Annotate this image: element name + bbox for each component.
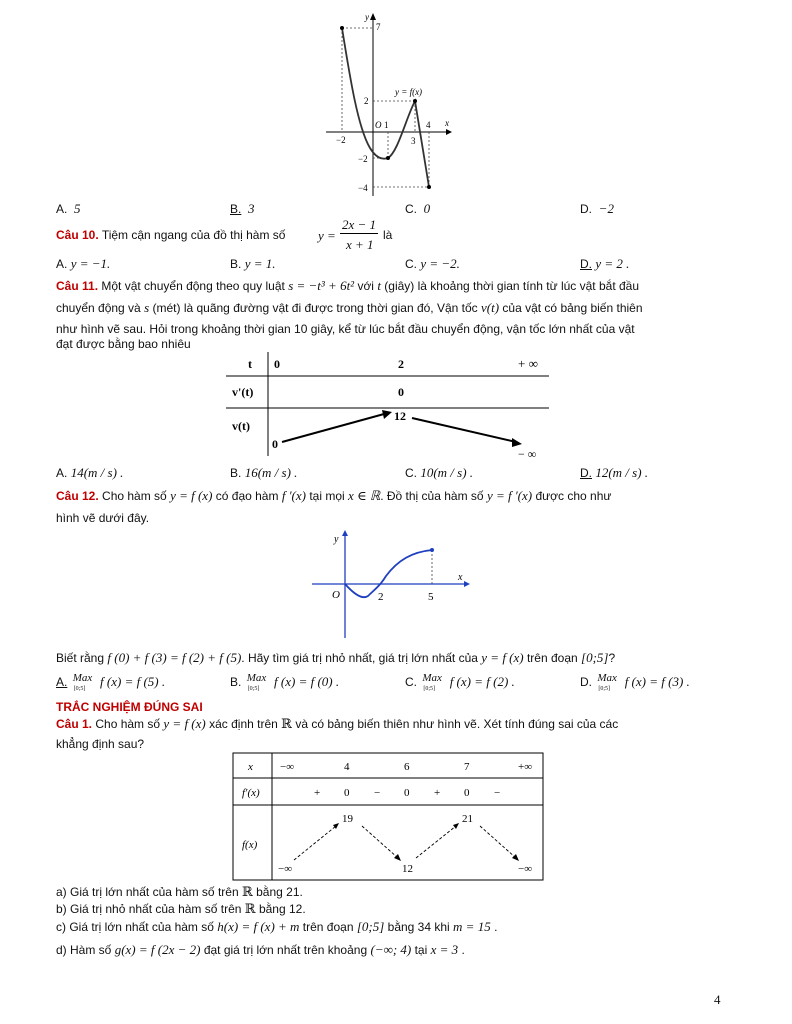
tf1-row-fp: f′(x) [242,787,260,799]
tf1-s5: 0 [464,787,470,799]
q12-line1: Câu 12. Cho hàm số y = f (x) có đạo hàm f ′(x) tại mọi x ∈ ℝ. Đồ thị của hàm số y = f ′(x) được cho như [56,488,612,503]
q9-option-d: D. −2 [580,201,614,216]
curve-f [342,28,429,187]
curve-label: y = f(x) [395,87,423,97]
q12-option-a: A. Max [0;5] f (x) = f (5) . [56,671,166,692]
page-number: 4 [714,992,721,1007]
q11-variation-table [224,350,554,462]
q12-curve [345,550,432,597]
q12-option-d: D. Max [0;5] f (x) = f (3) . [580,671,690,692]
q11-t2: 2 [398,357,404,371]
tf1-x4: +∞ [518,761,533,773]
y-label: y [365,12,369,22]
q10-text-after: là [383,228,393,242]
q10-option-b: B. y = 1. [230,256,276,271]
tf1-row-x: x [248,761,253,773]
tf1-x3: 7 [464,761,470,773]
q12-option-b: B. Max [0;5] f (x) = f (0) . [230,671,340,692]
tick-ym4: −4 [358,183,368,193]
q12-tick5: 5 [428,591,434,603]
q11-row-v1: v'(t) [232,385,254,399]
q10-option-d: D. y = 2 . [580,256,630,271]
q9-option-c: C. 0 [405,201,431,216]
q11-line1: Câu 11. Một vật chuyển động theo quy luật s = −t³ + 6t² với t (giây) là khoảng thời gian tính từ lúc vật bắt đầu [56,278,640,293]
tf1-s6: − [494,787,501,799]
q11-tinf: + ∞ [518,356,538,371]
tf1-statement-a: a) Giá trị lớn nhất của hàm số trên ℝ bằng 21. [56,884,303,899]
tf1-x1: 4 [344,761,350,773]
tf1-x0: −∞ [280,761,295,773]
q11-t0: 0 [274,357,280,371]
q10-fraction-bar [340,233,378,234]
tf1-v19: 19 [342,813,353,825]
x-axis-arrow [446,129,452,135]
q9-option-b: B. 3 [230,201,255,216]
q10-option-a: A. y = −1. [56,256,111,271]
tf1-s3: 0 [404,787,410,799]
tf1-statement-d: d) Hàm số g(x) = f (2x − 2) đạt giá trị lớn nhất trên khoảng (−∞; 4) tại x = 3 . [56,942,465,957]
q12-tick2: 2 [378,591,384,603]
tf1-statement-b: b) Giá trị nhỏ nhất của hàm số trên ℝ bằng 12. [56,901,306,916]
graph-q9 [318,8,458,200]
q11-line2: chuyển động và s (mét) là quãng đường vật đi được trong thời gian đó, Vận tốc v(t) của vật có bảng biến thiên [56,300,643,315]
tf1-s0: + [314,787,321,799]
q10-label: Câu 10. [56,228,99,242]
section-title: TRẮC NGHIỆM ĐÚNG SAI [56,700,203,714]
tf1-line1: Câu 1. Cho hàm số y = f (x) xác định trên ℝ và có bảng biến thiên như hình vẽ. Xét tính đúng sai của các [56,716,619,731]
origin-label: O [375,120,382,130]
tf1-s1: 0 [344,787,350,799]
tf1-v12: 12 [402,863,413,875]
tf1-variation-table [232,752,544,882]
tf1-x2: 6 [404,761,410,773]
q11-option-c: C. 10(m / s) . [405,465,474,480]
q12-line2: hình vẽ dưới đây. [56,511,150,525]
tf1-statement-c: c) Giá trị lớn nhất của hàm số h(x) = f (x) + m trên đoạn [0;5] bằng 34 khi m = 15 . [56,919,498,934]
tick-xm2: −2 [336,135,346,145]
q10-option-c: C. y = −2. [405,256,460,271]
y-axis-arrow [370,13,376,20]
tf1-s2: − [374,787,381,799]
tf1-v21: 21 [462,813,473,825]
q11-v-start: 0 [272,437,278,451]
q11-option-d: D. 12(m / s) . [580,465,649,480]
tick-y2: 2 [364,96,369,106]
tf1-line2: khẳng định sau? [56,737,145,751]
q10-denominator: x + 1 [346,237,374,252]
tf1-vminf2: −∞ [518,863,533,875]
q11-option-b: B. 16(m / s) . [230,465,298,480]
q11-row-t: t [248,357,252,371]
tf1-row-fx: f(x) [242,839,258,851]
tick-y7: 7 [376,22,381,32]
q11-v-end: − ∞ [518,447,537,461]
q12-condition: Biết rằng f (0) + f (3) = f (2) + f (5). Hãy tìm giá trị nhỏ nhất, giá trị lớn nhất của y = f (x) trên đoạn [0;5]? [56,650,616,665]
q12-x-label: x [458,572,463,583]
tf1-vminf1: −∞ [278,863,293,875]
q11-row-v: v(t) [232,419,250,433]
q10-y-eq: y = [318,228,336,243]
graph-q12 [308,528,472,642]
q11-v-max: 12 [394,409,406,423]
tick-x1: 1 [384,120,389,130]
q9-option-a: A. 5 [56,201,81,216]
q11-option-a: A. 14(m / s) . [56,465,124,480]
q10-stem: Câu 10. Tiệm cận ngang của đồ thị hàm số [56,228,286,242]
q12-y-label: y [334,534,339,545]
q10-numerator: 2x − 1 [342,217,377,232]
q11-line3: như hình vẽ sau. Hỏi trong khoảng thời gian 10 giây, kể từ lúc bắt đầu chuyển động, vận tốc lớn nhất của vật [56,322,635,336]
tick-ym2: −2 [358,154,368,164]
x-label: x [445,118,449,128]
tick-x3: 3 [411,136,416,146]
tf1-s4: + [434,787,441,799]
q12-option-c: C. Max [0;5] f (x) = f (2) . [405,671,515,692]
q11-v1-zero: 0 [398,385,404,399]
tick-x4: 4 [426,120,431,130]
q12-origin: O [332,589,340,601]
q11-line4: đạt được bằng bao nhiêu [56,337,191,351]
